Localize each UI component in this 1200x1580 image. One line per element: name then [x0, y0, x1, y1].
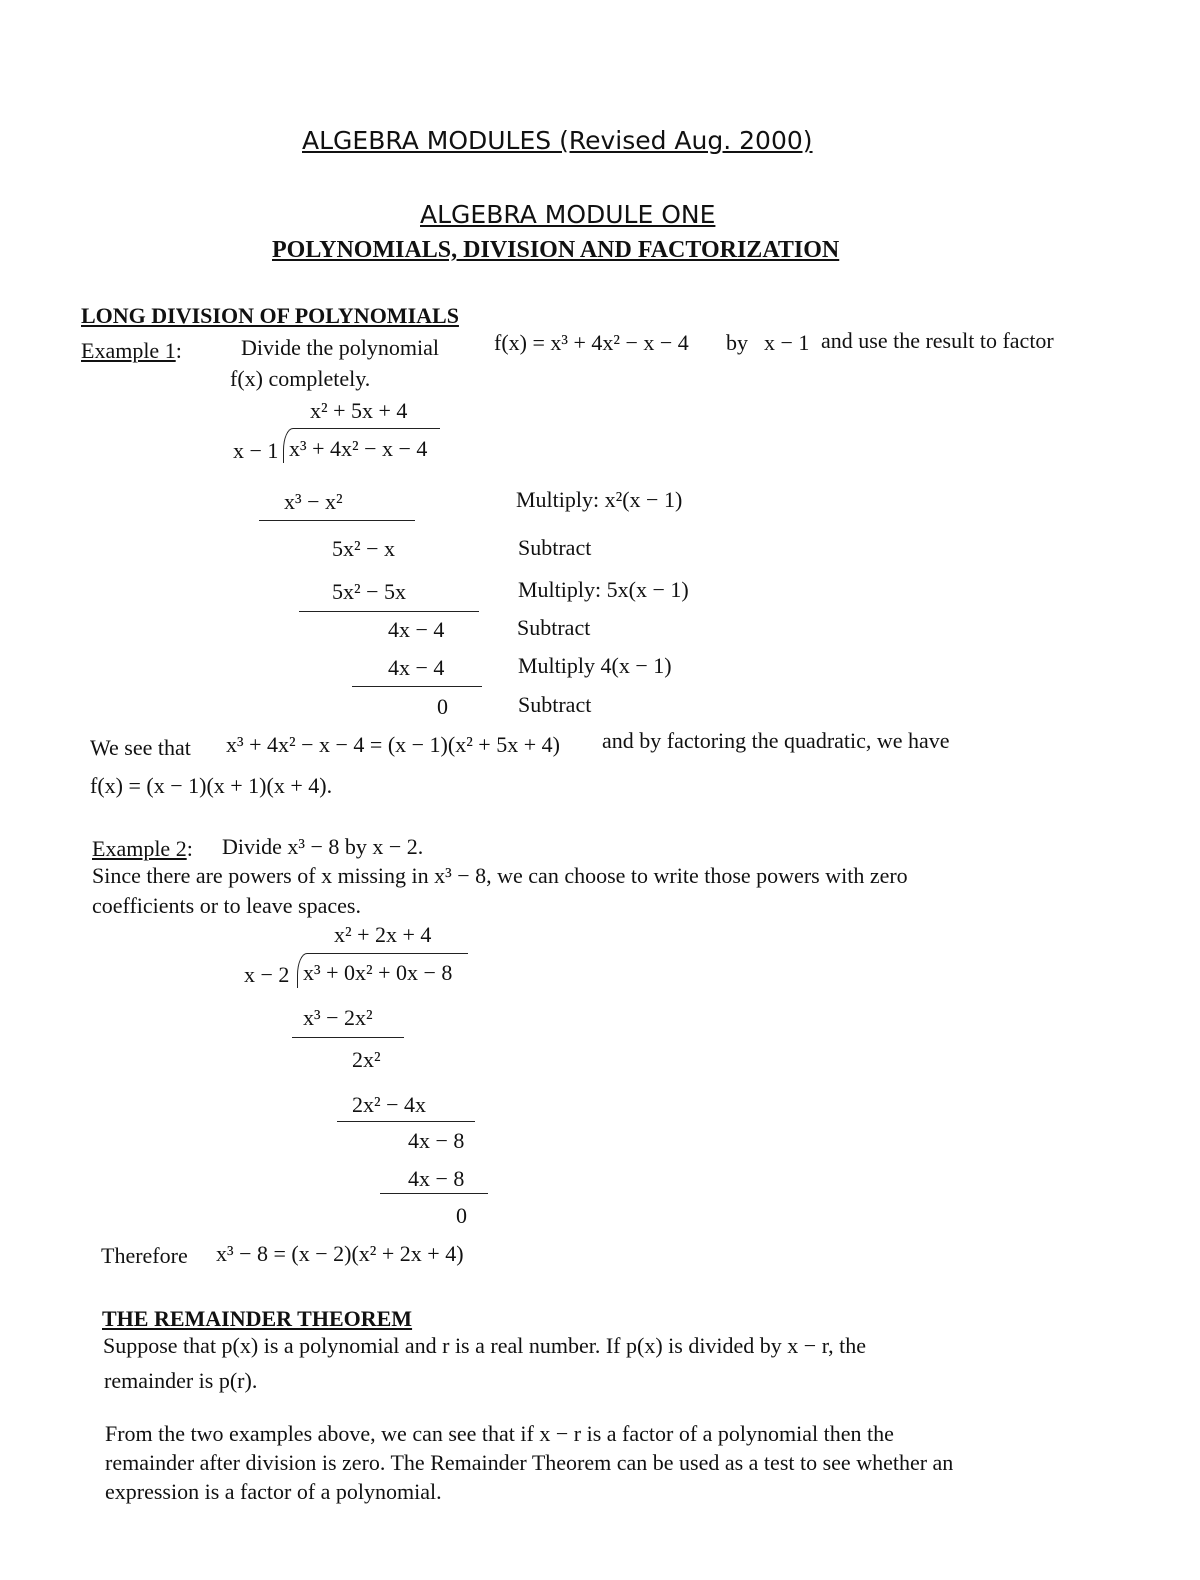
remainder-para2-line2: remainder after division is zero. The Remainder Theorem can be used as a test to see whether an [105, 1450, 954, 1475]
example1-conclusion-expr: x³ + 4x² − x − 4 = (x − 1)(x² + 5x + 4) [226, 732, 560, 757]
example1-divisor-box: x − 1 [233, 438, 279, 463]
example2-label: Example 2 [92, 836, 187, 861]
example1-note-2: Subtract [518, 535, 592, 560]
page-title: ALGEBRA MODULES (Revised Aug. 2000) [302, 126, 813, 155]
remainder-line1: Suppose that p(x) is a polynomial and r is a real number. If p(x) is divided by x − r, the [103, 1333, 867, 1358]
example2-step-2: 2x² [352, 1047, 381, 1072]
example2-step-3: 2x² − 4x [352, 1092, 427, 1117]
example2-step-5: 4x − 8 [408, 1166, 465, 1191]
example1-note-6: Subtract [518, 692, 592, 717]
example2-step-1: x³ − 2x² [303, 1005, 373, 1030]
example1-note-3: Multiply: 5x(x − 1) [518, 577, 689, 602]
example2-para2: coefficients or to leave spaces. [92, 893, 361, 918]
example2-para1: Since there are powers of x missing in x³ − 8, we can choose to write those powers with zero [92, 863, 908, 888]
remainder-line2: remainder is p(r). [104, 1368, 258, 1393]
example2-dividend: x³ + 0x² + 0x − 8 [303, 960, 453, 985]
example1-conclusion2: f(x) = (x − 1)(x + 1)(x + 4). [90, 773, 333, 798]
example1-label-group [81, 338, 182, 364]
example1-quotient: x² + 5x + 4 [310, 398, 408, 423]
example2-quotient: x² + 2x + 4 [334, 922, 432, 947]
division-rule [337, 1121, 475, 1122]
example2-therefore-label: Therefore [101, 1243, 188, 1268]
example1-step-3: 5x² − 5x [332, 579, 407, 604]
example1-dividend: x³ + 4x² − x − 4 [289, 436, 428, 461]
example1-line2: f(x) completely. [230, 366, 371, 391]
example1-expr: f(x) = x³ + 4x² − x − 4 [494, 330, 689, 355]
example1-conclusion-b: and by factoring the quadratic, we have [602, 728, 950, 753]
example2-step-4: 4x − 8 [408, 1128, 465, 1153]
division-rule [352, 686, 482, 687]
division-rule [380, 1193, 488, 1194]
example1-label: Example 1 [81, 338, 176, 363]
example1-by: by [726, 330, 748, 355]
example2-text: Divide x³ − 8 by x − 2. [222, 834, 424, 859]
example2-divisor-box: x − 2 [244, 962, 290, 987]
example1-step-5: 4x − 4 [388, 655, 445, 680]
example1-line1: Divide the polynomial [241, 335, 439, 360]
division-rule [259, 520, 415, 521]
example2-step-6: 0 [456, 1203, 467, 1228]
example1-step-2: 5x² − x [332, 536, 396, 561]
module-title: ALGEBRA MODULE ONE [420, 200, 716, 229]
example1-note-5: Multiply 4(x − 1) [518, 653, 672, 678]
example1-note-4: Subtract [517, 615, 591, 640]
section-heading-long-division: LONG DIVISION OF POLYNOMIALS [81, 303, 459, 328]
example2-colon: : [186, 836, 193, 861]
section-heading-remainder-theorem: THE REMAINDER THEOREM [102, 1306, 413, 1331]
example1-step-4: 4x − 4 [388, 617, 445, 642]
example1-conclusion-a: We see that [90, 735, 191, 760]
division-rule [299, 611, 479, 612]
example2-therefore-expr: x³ − 8 = (x − 2)(x² + 2x + 4) [216, 1241, 464, 1266]
example1-colon: : [175, 338, 182, 363]
example1-note-1: Multiply: x²(x − 1) [516, 487, 683, 512]
remainder-para2-line1: From the two examples above, we can see that if x − r is a factor of a polynomial then the [105, 1421, 894, 1446]
example1-rest: and use the result to factor [821, 328, 1054, 353]
example2-label-group [92, 836, 193, 862]
remainder-para2-line3: expression is a factor of a polynomial. [105, 1479, 442, 1504]
example1-step-1: x³ − x² [284, 489, 343, 514]
example1-divisor: x − 1 [764, 330, 810, 355]
example1-step-6: 0 [437, 694, 448, 719]
division-rule [292, 1037, 404, 1038]
module-subtitle: POLYNOMIALS, DIVISION AND FACTORIZATION [272, 237, 840, 263]
